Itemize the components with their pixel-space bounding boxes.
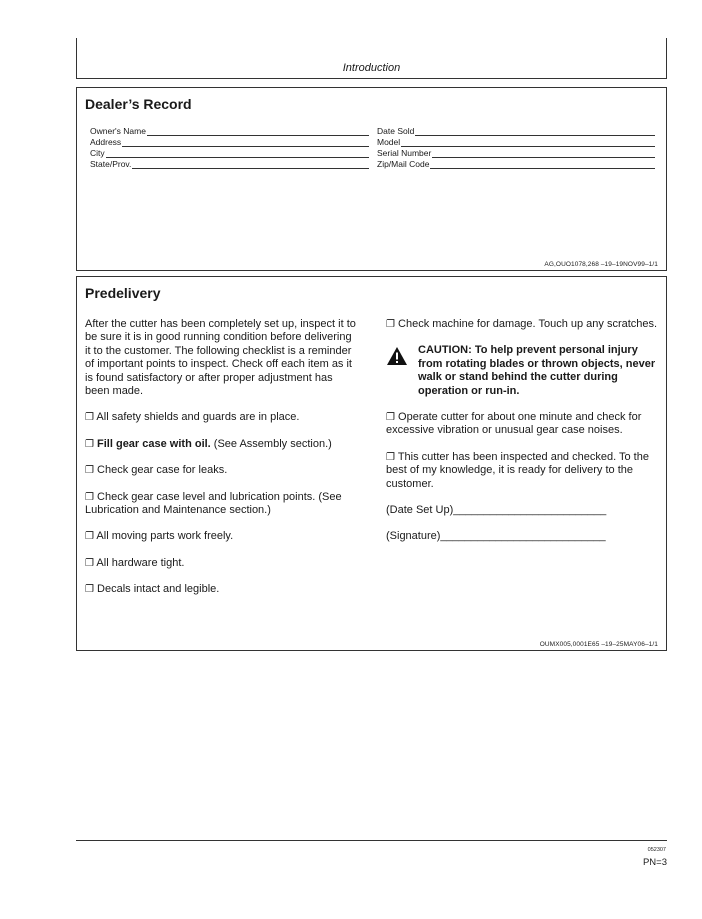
owners-name-field[interactable]: Owner's Name [90, 125, 369, 136]
checkbox-icon[interactable]: ❐ [85, 557, 94, 569]
date-set-up-field[interactable]: (Date Set Up)_________________________ [386, 504, 607, 517]
zip-mail-code-field[interactable]: Zip/Mail Code [377, 158, 655, 169]
checkbox-icon[interactable]: ❐ [386, 451, 395, 463]
check-item[interactable]: ❐ Check machine for damage. Touch up any scratches. [386, 318, 658, 330]
checkbox-icon[interactable]: ❐ [85, 438, 94, 450]
section-title: Introduction [342, 62, 401, 74]
dealers-record-ref-code: AG,OUO1078,268 –19–19NOV99–1/1 [544, 261, 658, 268]
check-item[interactable]: ❐ This cutter has been inspected and checked. To the best of my knowledge, it is ready for delivery to the customer. [386, 450, 649, 490]
predelivery-left-column [85, 318, 357, 610]
checkbox-icon[interactable]: ❐ [85, 465, 94, 477]
predelivery-box [76, 276, 667, 651]
state-prov-field[interactable]: State/Prov. [90, 158, 369, 169]
checkbox-icon[interactable]: ❐ [85, 491, 94, 503]
address-field[interactable]: Address [90, 136, 369, 147]
footer-rule [76, 840, 667, 841]
caution-notice [386, 344, 661, 398]
checkbox-icon[interactable]: ❐ [85, 531, 94, 543]
check-item[interactable]: ❐ Operate cutter for about one minute and check for excessive vibration or unusual gear case noises. [386, 411, 642, 437]
checkbox-icon[interactable]: ❐ [386, 412, 395, 424]
model-field[interactable]: Model [377, 136, 655, 147]
checkbox-icon[interactable]: ❐ [85, 584, 94, 596]
predelivery-title: Predelivery [85, 285, 161, 301]
dealers-record-box [76, 87, 667, 271]
check-item[interactable]: ❐ Decals intact and legible. [85, 583, 220, 596]
footer-code: 052307 [647, 847, 666, 853]
check-item[interactable]: ❐ All hardware tight. [85, 556, 185, 569]
signature-field[interactable]: (Signature)___________________________ [386, 530, 606, 543]
warning-triangle-icon [386, 346, 410, 398]
city-field[interactable]: City [90, 147, 369, 158]
check-item[interactable]: ❐ Fill gear case with oil. (See Assembly section.) [85, 437, 332, 450]
serial-number-field[interactable]: Serial Number [377, 147, 655, 158]
check-item[interactable]: ❐ All safety shields and guards are in place. [85, 411, 300, 424]
header-bottom-rule [76, 78, 667, 79]
dealers-record-title: Dealer’s Record [85, 96, 192, 112]
check-item[interactable]: ❐ Check gear case level and lubrication points. (See Lubrication and Maintenance section.) [85, 490, 342, 517]
page-number: PN=3 [642, 857, 667, 868]
date-sold-field[interactable]: Date Sold [377, 125, 655, 136]
caution-text: CAUTION: To help prevent personal injury from rotating blades or thrown objects, never walk or stand behind the cutter during operation or run-in. [418, 344, 656, 397]
checkbox-icon[interactable]: ❐ [85, 412, 94, 424]
check-item[interactable]: ❐ Check gear case for leaks. [85, 464, 228, 477]
predelivery-ref-code: OUMX005,0001E65 –19–25MAY06–1/1 [539, 641, 658, 648]
checkbox-icon[interactable]: ❐ [386, 319, 395, 330]
predelivery-right-column [386, 318, 661, 557]
predelivery-intro: After the cutter has been completely set up, inspect it to be sure it is in good running condition before delivering it to the customer. The following checklist is a reminder of important points to inspect. Check off each item as it is found satisfactory or after proper adjustment has been made. [85, 318, 356, 398]
check-item[interactable]: ❐ All moving parts work freely. [85, 530, 234, 543]
